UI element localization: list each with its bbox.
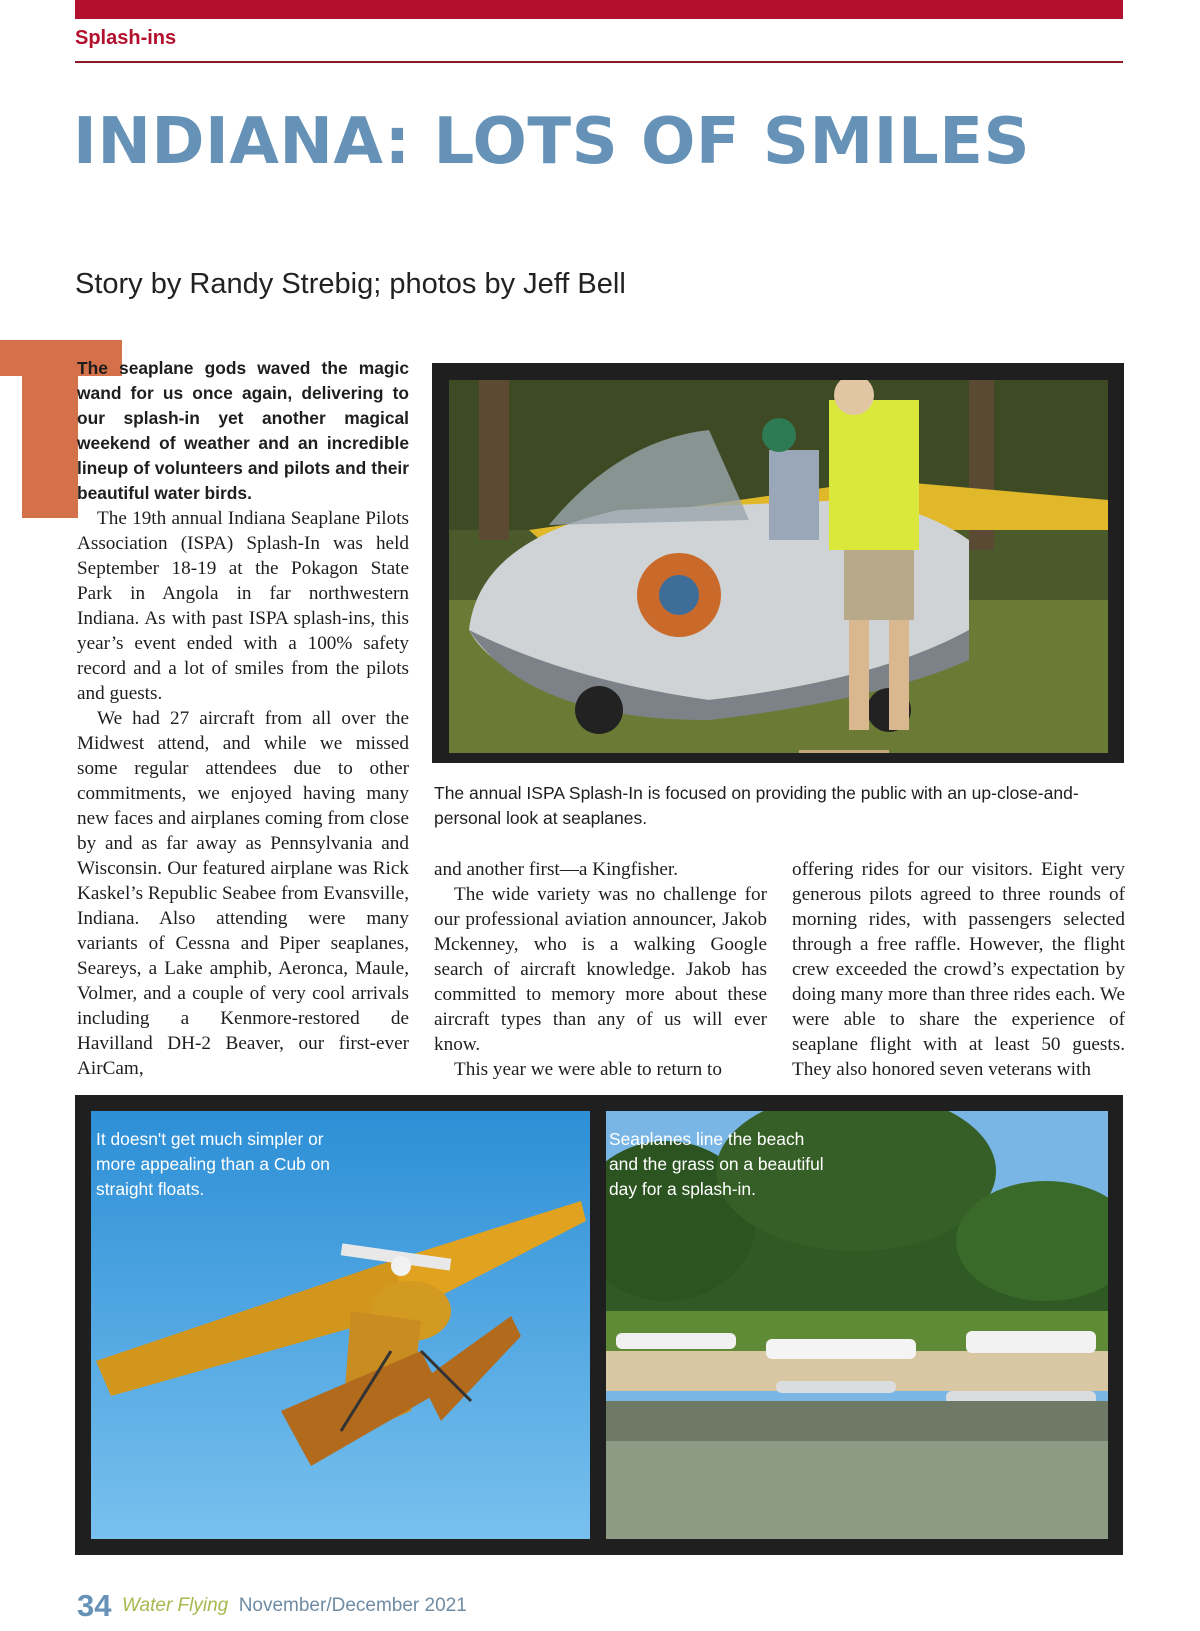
beach-photo-caption: Seaplanes line the beach and the grass on a beautiful day for a splash-in. [609,1129,824,1199]
page-number: 34 [77,1588,112,1623]
seabee-illustration [449,380,1108,753]
section-label: Splash-ins [75,27,177,49]
body-paragraph-1: The 19th annual Indiana Seaplane Pilots Association (ISPA) Splash-In was held September 18-19 at the Pokagon State Park in Angola in far northwestern Indiana. As with past ISPA splash-ins, this year’s event ended with a 100% safety record and a lot of smiles from the pilots and guests. [77,508,409,704]
article-column-1 [77,356,409,1081]
body-paragraph-2-continued: and another first—a Kingfisher. [434,859,679,880]
top-color-bar [75,0,1123,19]
article-byline: Story by Randy Strebig; photos by Jeff Bell [75,268,626,300]
issue-date: November/December 2021 [238,1595,467,1616]
lead-paragraph: The seaplane gods waved the magic wand for us once again, delivering to our splash-in yet another magical weekend of weather and an incredible lineup of volunteers and pilots and their beautiful water birds. [77,358,409,503]
body-paragraph-4: This year we were able to return to [454,1059,722,1080]
seabee-photo [449,380,1108,753]
body-paragraph-2: We had 27 aircraft from all over the Midwest attend, and while we missed some regular attendees due to other commitments, we enjoyed having many new faces and airplanes coming from close by and as far away as Pennsylvania and Wisconsin. Our featured airplane was Rick Kaskel’s Republic Seabee from Evansville, Indiana. Also attending were many variants of Cessna and Piper seaplanes, Seareys, a Lake amphib, Aeronca, Maule, Volmer, and a couple of very cool arrivals including a Kenmore-restored de Havilland DH-2 Beaver, our first-ever AirCam, [77,708,409,1079]
article-column-2 [434,857,767,1082]
section-divider [75,61,1123,63]
magazine-name: Water Flying [121,1595,229,1616]
main-photo-caption: The annual ISPA Splash-In is focused on providing the public with an up-close-and-personal look at seaplanes. [434,783,1079,828]
cub-photo-caption: It doesn't get much simpler or more appealing than a Cub on straight floats. [96,1129,330,1199]
article-column-3 [792,857,1125,1082]
article-title: INDIANA: LOTS OF SMILES [73,105,1031,179]
page-footer [77,1588,467,1624]
body-paragraph-3: The wide variety was no challenge for our professional aviation announcer, Jakob Mckenney, who is a walking Google search of aircraft knowledge. Jakob has committed to memory more about these aircraft types than any of us will ever know. [434,884,767,1055]
body-paragraph-4-continued: offering rides for our visitors. Eight very generous pilots agreed to three rounds of morning rides, with passengers selected through a free raffle. However, the flight crew exceeded the crowd’s expectation by doing many more than three rides each. We were able to share the experience of seaplane flight with at least 50 guests. They also honored seven veterans with [792,859,1125,1080]
